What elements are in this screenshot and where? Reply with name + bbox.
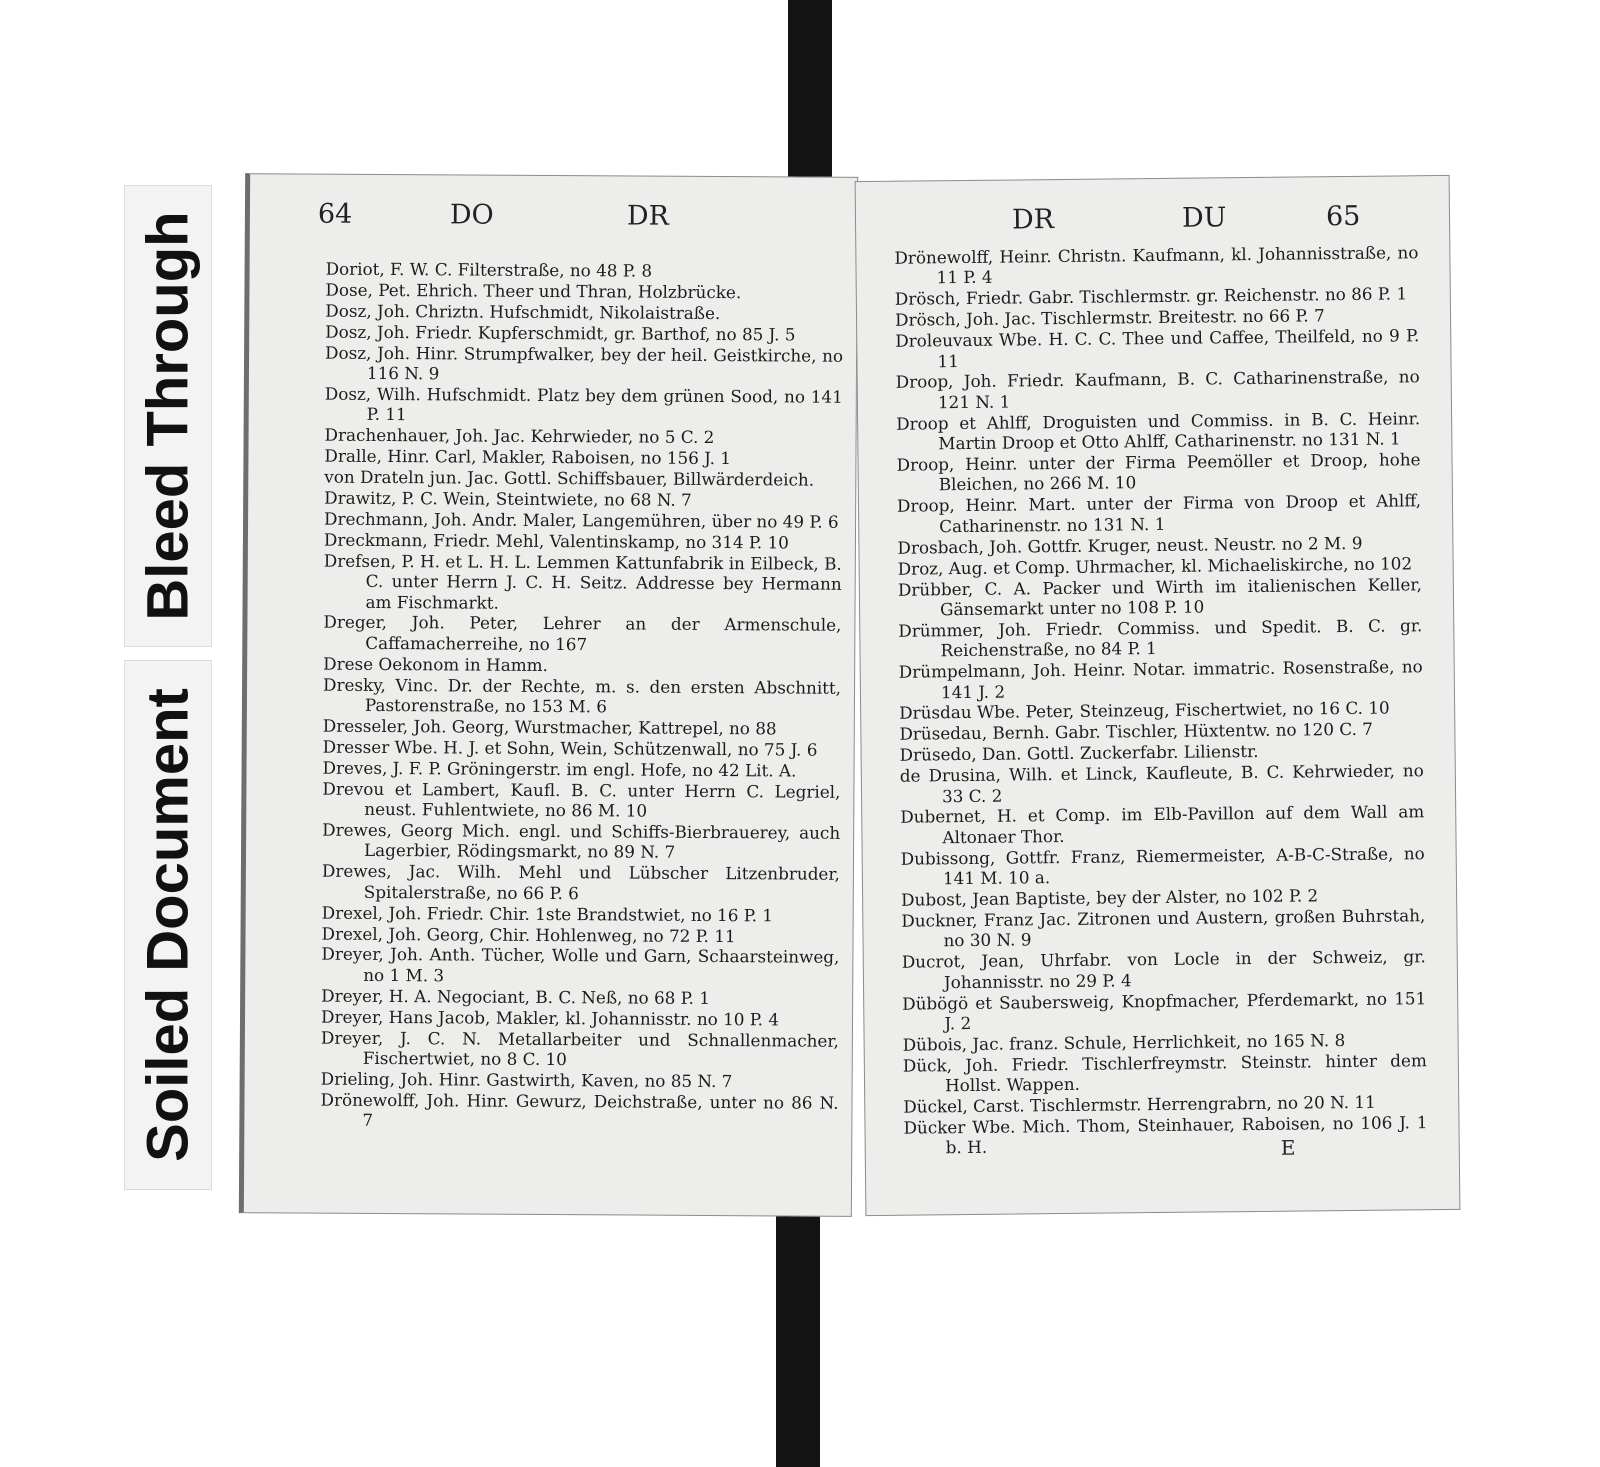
directory-entry: Dresseler, Joh. Georg, Wurstmacher, Kattrepel, no 88 (322, 715, 777, 739)
directory-entry: von Drateln jun. Jac. Gottl. Schiffsbauer, Billwärderdeich. (324, 466, 815, 490)
directory-entry: Drawitz, P. C. Wein, Steintwiete, no 68 N. 7 (324, 487, 692, 510)
left-page-entries (320, 259, 843, 1134)
header-letters-left: DO (449, 199, 494, 231)
directory-entry: Drexel, Joh. Friedr. Chir. 1ste Brandstwiet, no 16 P. 1 (321, 902, 774, 925)
directory-entry: Drechmann, Joh. Andr. Maler, Langemühren, über no 49 P. 6 (324, 508, 839, 532)
directory-entry: Drosbach, Joh. Gottfr. Kruger, neust. Neustr. no 2 M. 9 (897, 532, 1363, 558)
directory-entry: de Drusina, Wilh. et Linck, Kaufleute, B. C. Kehrwieder, no 33 C. 2 (899, 760, 1424, 806)
soiled-document-text: Soiled Document (135, 688, 201, 1162)
page-number-left: 64 (317, 198, 353, 230)
directory-entry: Dresser Wbe. H. J. et Sohn, Wein, Schützenwall, no 75 J. 6 (322, 736, 818, 760)
directory-entry: Drese Oekonom in Hamm. (323, 653, 548, 675)
directory-entry: Drevou et Lambert, Kaufl. B. C. unter Herrn C. Legriel, neust. Fuhlentwiete, no 86 M. 10 (322, 778, 841, 821)
directory-entry: Dreyer, H. A. Negociant, B. C. Neß, no 68 P. 1 (321, 985, 710, 1008)
directory-entry: Drümpelmann, Joh. Heinr. Notar. immatric. Rosenstraße, no 141 J. 2 (898, 656, 1423, 702)
directory-entry: Duckner, Franz Jac. Zitronen und Austern, großen Buhrstah, no 30 N. 9 (901, 905, 1426, 951)
directory-entry: Dresky, Vinc. Dr. der Rechte, m. s. den ersten Abschnitt, Pastorenstraße, no 153 M. 6 (323, 674, 842, 717)
header-letters-right: DU (1181, 202, 1227, 234)
directory-entry: Drefsen, P. H. et L. H. L. Lemmen Kattunfabrik in Eilbeck, B. C. unter Herrn J. C. H. Seitz. Addresse bey Hermann am Fischmarkt. (323, 550, 842, 613)
directory-entry: Droop, Heinr. Mart. unter der Firma von Droop et Ahlff, Catharinenstr. no 131 N. 1 (896, 490, 1422, 537)
directory-entry: Drümmer, Joh. Friedr. Commiss. und Spedit. B. C. gr. Reichenstraße, no 84 P. 1 (898, 615, 1423, 661)
directory-entry: Dreger, Joh. Peter, Lehrer an der Armenschule, Caffamacherreihe, no 167 (323, 612, 842, 655)
directory-entry: Dreyer, J. C. N. Metallarbeiter und Schnallenmacher, Fischertwiet, no 8 C. 10 (320, 1027, 839, 1070)
directory-entry: Dreves, J. F. P. Gröningerstr. im engl. Hofe, no 42 Lit. A. (322, 757, 797, 781)
directory-entry: Dosz, Joh. Friedr. Kupferschmidt, gr. Barthof, no 85 J. 5 (325, 321, 796, 345)
directory-entry: Dückel, Carst. Tischlermstr. Herrengrabrn, no 20 N. 11 (903, 1091, 1376, 1117)
header-letters-right: DR (626, 200, 670, 232)
bleed-through-label (124, 185, 212, 647)
right-page-header (856, 200, 1449, 246)
directory-entry: Dubernet, H. et Comp. im Elb-Pavillon auf dem Wall am Altonaer Thor. (900, 801, 1425, 848)
directory-entry: Drübber, C. A. Packer und Wirth im italienischen Keller, Gänsemarkt unter no 108 P. 10 (897, 573, 1422, 620)
directory-entry: Dübögö et Saubersweig, Knopfmacher, Pferdemarkt, no 151 J. 2 (902, 987, 1427, 1034)
directory-entry: Dübois, Jac. franz. Schule, Herrlichkeit, no 165 N. 8 (902, 1029, 1346, 1055)
directory-entry: Droop, Joh. Friedr. Kaufmann, B. C. Catharinenstraße, no 121 N. 1 (895, 366, 1420, 413)
directory-entry: Dücker Wbe. Mich. Thom, Steinhauer, Raboisen, no 106 J. 1 b. H. (903, 1112, 1428, 1158)
directory-entry: Droz, Aug. et Comp. Uhrmacher, kl. Michaeliskirche, no 102 (897, 552, 1413, 579)
directory-entry: Dreyer, Joh. Anth. Tücher, Wolle und Garn, Schaarsteinweg, no 1 M. 3 (321, 944, 840, 986)
page-number-right: 65 (1325, 200, 1361, 233)
directory-entry: Drachenhauer, Joh. Jac. Kehrwieder, no 5 C. 2 (324, 424, 715, 448)
directory-entry: Dosz, Joh. Chriztn. Hufschmidt, Nikolaistraße. (325, 300, 721, 323)
directory-entry: Droleuvaux Wbe. H. C. C. Thee und Caffee, Theilfeld, no 9 P. 11 (895, 325, 1420, 371)
directory-entry: Dubost, Jean Baptiste, bey der Alster, no 102 P. 2 (901, 885, 1319, 910)
right-page-entries (894, 242, 1428, 1159)
directory-entry: Ducrot, Jean, Uhrfabr. von Locle in der Schweiz, gr. Johannisstr. no 29 P. 4 (901, 946, 1426, 992)
directory-entry: Droop, Heinr. unter der Firma Peemöller et Droop, hohe Bleichen, no 266 M. 10 (896, 449, 1421, 495)
soiled-document-label (124, 660, 212, 1190)
directory-entry: Dück, Joh. Friedr. Tischlerfreymstr. Steinstr. hinter dem Hollst. Wappen. (902, 1050, 1427, 1096)
header-letters-left: DR (1011, 204, 1055, 236)
directory-entry: Drexel, Joh. Georg, Chir. Hohlenweg, no 72 P. 11 (321, 923, 736, 946)
directory-entry: Droop et Ahlff, Droguisten und Commiss. in B. C. Heinr. Martin Droop et Otto Ahlff, Catharinenstr. no 131 N. 1 (896, 407, 1421, 454)
directory-entry: Drewes, Jac. Wilh. Mehl und Lübscher Litzenbruder, Spitalerstraße, no 66 P. 6 (321, 860, 840, 903)
directory-entry: Drüsedo, Dan. Gottl. Zuckerfabr. Lilienstr. (899, 741, 1259, 765)
directory-entry: Drönewolff, Heinr. Christn. Kaufmann, kl. Johannisstraße, no 11 P. 4 (894, 242, 1419, 288)
directory-entry: Drüsdau Wbe. Peter, Steinzeug, Fischertwiet, no 16 C. 10 (899, 698, 1390, 724)
directory-entry: Dosz, Joh. Hinr. Strumpfwalker, bey der heil. Geistkirche, no 116 N. 9 (325, 342, 844, 384)
left-page (239, 173, 858, 1217)
directory-entry: Dubissong, Gottfr. Franz, Riemermeister, A-B-C-Straße, no 141 M. 10 a. (900, 842, 1425, 889)
directory-entry: Drieling, Joh. Hinr. Gastwirth, Kaven, no 85 N. 7 (320, 1068, 733, 1091)
directory-entry: Drüsedau, Bernh. Gabr. Tischler, Hüxtentw. no 120 C. 7 (899, 719, 1373, 745)
directory-entry: Drösch, Friedr. Gabr. Tischlermstr. gr. Reichenstr. no 86 P. 1 (894, 283, 1408, 310)
directory-entry: Drewes, Georg Mich. engl. und Schiffs-Bierbrauerey, auch Lagerbier, Rödingsmarkt, no 89 N. 7 (322, 819, 841, 863)
directory-entry: Dreckmann, Friedr. Mehl, Valentinskamp, no 314 P. 10 (323, 529, 789, 553)
signature-mark: E (1280, 1135, 1296, 1160)
book-spine-top (788, 0, 832, 190)
directory-entry: Drösch, Joh. Jac. Tischlermstr. Breitestr. no 66 P. 7 (894, 305, 1325, 330)
directory-entry: Dreyer, Hans Jacob, Makler, kl. Johannisstr. no 10 P. 4 (320, 1006, 780, 1030)
directory-entry: Dosz, Wilh. Hufschmidt. Platz bey dem grünen Sood, no 141 P. 11 (324, 383, 843, 425)
left-page-header (250, 198, 857, 242)
directory-entry: Drönewolff, Joh. Hinr. Gewurz, Deichstraße, unter no 86 N. 7 (320, 1089, 839, 1131)
directory-entry: Doriot, F. W. C. Filterstraße, no 48 P. 8 (325, 258, 653, 281)
right-page (855, 175, 1461, 1216)
bleed-through-text: Bleed Through (135, 211, 201, 621)
book-spine-bottom (776, 1208, 820, 1467)
directory-entry: Dralle, Hinr. Carl, Makler, Raboisen, no 156 J. 1 (324, 445, 732, 469)
directory-entry: Dose, Pet. Ehrich. Theer und Thran, Holzbrücke. (325, 279, 742, 303)
